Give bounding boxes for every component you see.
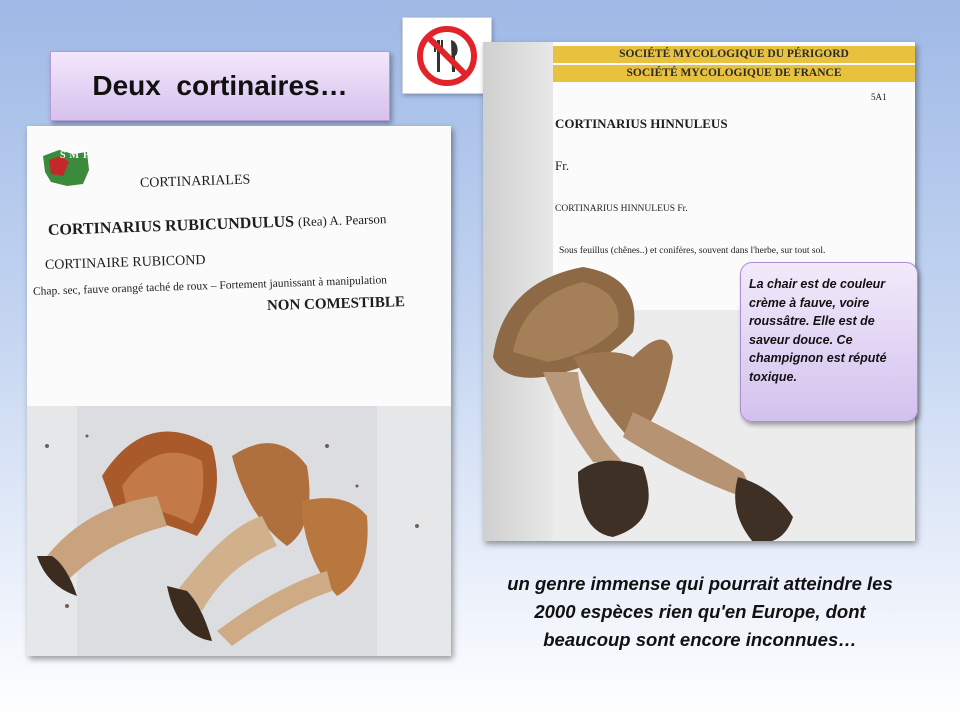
no-food-icon [415, 24, 479, 88]
info-callout: La chair est de couleur crème à fauve, voire roussâtre. Elle est de saveur douce. Ce champignon est réputé toxique. [740, 262, 918, 422]
left-mushroom-photo [27, 126, 451, 656]
edibility-status: NON COMESTIBLE [266, 294, 406, 314]
specimen-code: 5A1 [871, 92, 887, 102]
right-species-name: CORTINARIUS HINNULEUS [555, 116, 728, 131]
slide-title: Deux cortinaires… [50, 51, 390, 121]
no-food-sign [402, 17, 492, 94]
left-mushrooms-illustration [27, 406, 451, 656]
species-authority: Fr. [555, 158, 570, 173]
left-species-name: CORTINARIUS RUBICUNDULUS [47, 213, 295, 239]
left-species-line [48, 210, 387, 240]
order-label: CORTINARIALES [139, 172, 251, 191]
slide-caption: un genre immense qui pourrait atteindre les 2000 espèces rien qu'en Europe, dont beaucoup sont encore inconnues… [507, 573, 893, 650]
left-species-author: (Rea) A. Pearson [297, 211, 387, 230]
left-label-card [27, 126, 451, 411]
society-line-2: SOCIÉTÉ MYCOLOGIQUE DE FRANCE [553, 65, 915, 82]
habitat-text: Sous feuillus (chênes..) et conifères, souvent dans l'herbe, sur tout sol. [559, 246, 826, 256]
common-name: CORTINAIRE RUBICOND [44, 252, 206, 273]
logo-letters: SMP [60, 150, 94, 161]
society-line-1: SOCIÉTÉ MYCOLOGIQUE DU PÉRIGORD [553, 46, 915, 63]
description: Chap. sec, fauve orangé taché de roux – Fortement jaunissant à manipulation [32, 274, 388, 298]
species-repeat: CORTINARIUS HINNULEUS Fr. [555, 204, 688, 214]
